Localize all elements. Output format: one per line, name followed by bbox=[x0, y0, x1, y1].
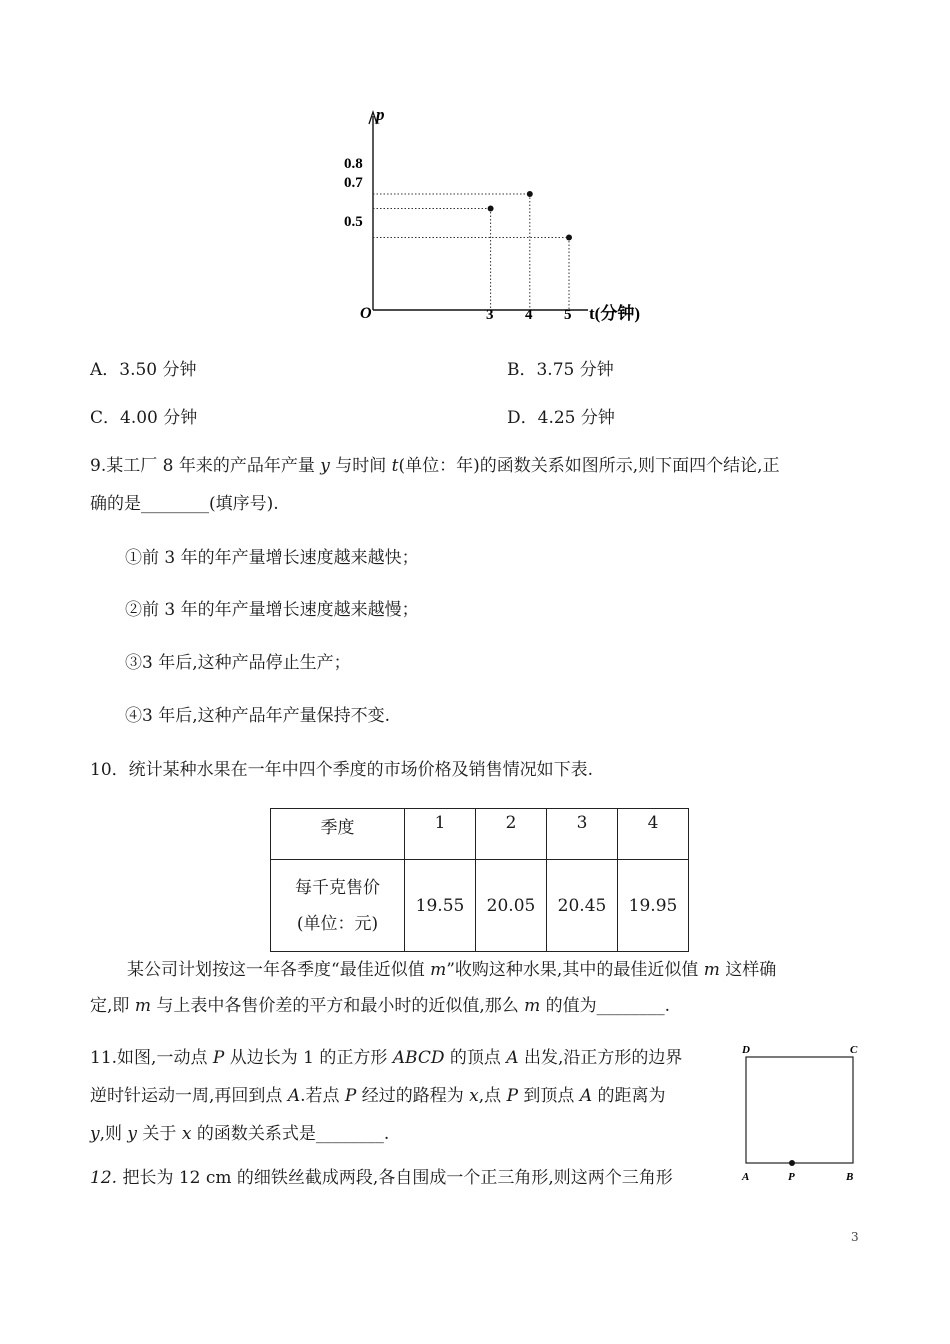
var-a: A bbox=[506, 1048, 519, 1068]
q9-text: (单位：年)的函数关系如图所示,则下面四个结论,正 bbox=[398, 456, 780, 476]
var-m: m bbox=[134, 996, 151, 1016]
var-y: y bbox=[90, 1124, 100, 1144]
q11-text: 的函数关系式是________. bbox=[191, 1124, 390, 1144]
q12-text: 把长为 12 cm 的细铁丝截成两段,各自围成一个正三角形,则这两个三角形 bbox=[117, 1168, 673, 1188]
q11-text: 出发,沿正方形的边界 bbox=[518, 1048, 683, 1068]
origin-label: O bbox=[360, 305, 372, 322]
q9-text: 9.某工厂 8 年来的产品年产量 bbox=[90, 456, 321, 476]
q11-text: 的距离为 bbox=[592, 1086, 666, 1106]
q11-text: 从边长为 1 的正方形 bbox=[224, 1048, 393, 1068]
table-header-cell bbox=[271, 860, 405, 952]
row-header-line: (单位：元) bbox=[296, 913, 379, 934]
var-a: A bbox=[287, 1086, 301, 1106]
data-point bbox=[527, 191, 533, 197]
q9-option-2: ②前 3 年的年产量增长速度越来越慢； bbox=[125, 600, 419, 620]
option-a: A．3.50 分钟 bbox=[90, 360, 197, 380]
y-tick-label: 0.8 bbox=[344, 156, 363, 172]
table-cell: 2 bbox=[476, 809, 547, 860]
q12-line bbox=[90, 1166, 673, 1190]
q11-text: 到顶点 bbox=[518, 1086, 580, 1106]
q11-text: 逆时针运动一周,再回到点 bbox=[90, 1086, 288, 1106]
y-tick-label: 0.5 bbox=[344, 214, 363, 230]
var-y: y bbox=[320, 456, 330, 476]
point-p bbox=[789, 1160, 795, 1166]
var-p: P bbox=[506, 1086, 519, 1106]
table-cell: 19.95 bbox=[618, 860, 689, 952]
option-b: B．3.75 分钟 bbox=[507, 360, 614, 380]
vertex-label-c: C bbox=[850, 1044, 858, 1056]
var-p: P bbox=[344, 1086, 357, 1106]
page-number: 3 bbox=[851, 1230, 859, 1244]
x-tick-label: 3 bbox=[486, 307, 494, 323]
q9-option-3: ③3 年后,这种产品停止生产； bbox=[125, 653, 351, 673]
q9-text: 与时间 bbox=[329, 456, 392, 476]
q11-line3 bbox=[90, 1122, 389, 1146]
option-d: D．4.25 分钟 bbox=[507, 408, 615, 428]
q8-graph bbox=[330, 100, 670, 340]
data-point bbox=[488, 206, 494, 212]
q11-line1 bbox=[90, 1046, 682, 1070]
table-cell: 3 bbox=[547, 809, 618, 860]
var-abcd: ABCD bbox=[392, 1048, 445, 1068]
q9-option-1: ①前 3 年的年产量增长速度越来越快； bbox=[125, 548, 419, 568]
data-point bbox=[566, 235, 572, 241]
q9-stem-line2: 确的是________(填序号). bbox=[90, 494, 279, 514]
option-c: C．4.00 分钟 bbox=[90, 408, 198, 428]
q12-number: 12. bbox=[90, 1168, 118, 1188]
q11-text: .若点 bbox=[300, 1086, 345, 1106]
var-t: t bbox=[391, 456, 399, 476]
q11-text: 11.如图,一动点 bbox=[90, 1048, 213, 1068]
q11-text: ,点 bbox=[478, 1086, 507, 1106]
x-tick-label: 4 bbox=[525, 307, 533, 323]
q11-text: 关于 bbox=[137, 1124, 182, 1144]
y-tick-label: 0.7 bbox=[344, 175, 363, 191]
q10-text: 某公司计划按这一年各季度“最佳近似值 bbox=[127, 960, 431, 980]
var-x: x bbox=[469, 1086, 479, 1106]
table-cell: 19.55 bbox=[405, 860, 476, 952]
q10-text: 与上表中各售价差的平方和最小时的近似值,那么 bbox=[150, 996, 525, 1016]
q10-text: 的值为________. bbox=[540, 996, 671, 1016]
var-x: x bbox=[181, 1124, 192, 1144]
var-m: m bbox=[430, 960, 447, 980]
q9-stem-line1 bbox=[90, 454, 780, 478]
q11-line2 bbox=[90, 1084, 666, 1108]
q11-text: ,则 bbox=[99, 1124, 128, 1144]
table-header-cell: 季度 bbox=[271, 809, 405, 860]
q10-text: 这样确 bbox=[719, 960, 777, 980]
table-cell: 1 bbox=[405, 809, 476, 860]
x-axis-label: t(分钟) bbox=[589, 304, 640, 323]
q11-text: 经过的路程为 bbox=[356, 1086, 470, 1106]
q10-stem: 10．统计某种水果在一年中四个季度的市场价格及销售情况如下表. bbox=[90, 760, 594, 780]
y-axis-label: p bbox=[376, 105, 385, 124]
table-row bbox=[271, 809, 689, 860]
var-m: m bbox=[703, 960, 720, 980]
point-label-p: P bbox=[788, 1171, 795, 1183]
q10-para-line1 bbox=[127, 958, 776, 982]
var-y: y bbox=[127, 1124, 138, 1144]
q10-text: 定,即 bbox=[90, 996, 135, 1016]
var-m: m bbox=[524, 996, 541, 1016]
var-a: A bbox=[579, 1086, 593, 1106]
q11-text: 的顶点 bbox=[444, 1048, 507, 1068]
table-row bbox=[271, 860, 689, 952]
row-header-line: 每千克售价 bbox=[295, 877, 380, 898]
price-table bbox=[270, 808, 689, 952]
q9-option-4: ④3 年后,这种产品年产量保持不变. bbox=[125, 706, 391, 726]
vertex-label-b: B bbox=[846, 1171, 854, 1183]
vertex-label-a: A bbox=[742, 1171, 750, 1183]
q10-text: ”收购这种水果,其中的最佳近似值 bbox=[446, 960, 704, 980]
x-tick-label: 5 bbox=[564, 307, 572, 323]
q11-square-figure bbox=[736, 1040, 866, 1186]
table-cell: 20.45 bbox=[547, 860, 618, 952]
square-abcd bbox=[746, 1057, 853, 1163]
table-cell: 20.05 bbox=[476, 860, 547, 952]
vertex-label-d: D bbox=[742, 1044, 750, 1056]
var-p: P bbox=[212, 1048, 225, 1068]
q10-para-line2 bbox=[90, 994, 670, 1018]
table-cell: 4 bbox=[618, 809, 689, 860]
